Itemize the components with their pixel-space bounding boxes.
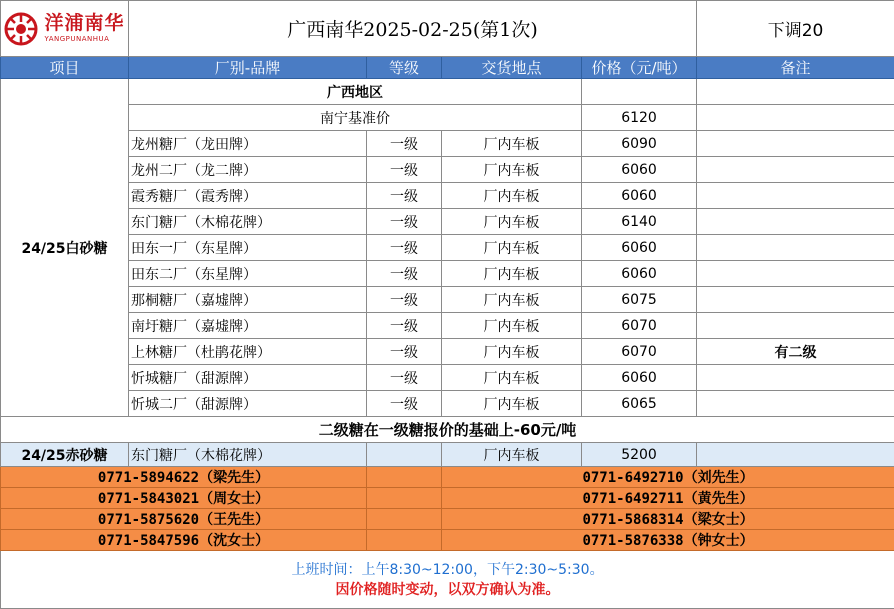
price-disclaimer: 因价格随时变动，以双方确认为准。	[1, 580, 894, 600]
brand-cell: 田东一厂（东星牌）	[129, 235, 367, 261]
delivery-cell: 厂内车板	[442, 339, 582, 365]
note-cell	[697, 391, 894, 417]
delivery-cell: 厂内车板	[442, 183, 582, 209]
price-cell: 6140	[582, 209, 697, 235]
grade-cell: 一级	[367, 183, 442, 209]
grade-cell	[367, 443, 442, 467]
table-row	[1, 209, 894, 235]
header-grade: 等级	[367, 57, 442, 79]
brand-cell: 霞秀糖厂（霞秀牌）	[129, 183, 367, 209]
office-hours: 上班时间：上午8:30~12:00，下午2:30~5:30。	[1, 560, 894, 580]
table-row	[1, 391, 894, 417]
price-cell: 6060	[582, 261, 697, 287]
note-cell: 有二级	[697, 339, 894, 365]
brand-cell: 那桐糖厂（嘉墟牌）	[129, 287, 367, 313]
logo-icon	[4, 12, 38, 46]
note-cell	[697, 183, 894, 209]
delivery-cell: 厂内车板	[442, 287, 582, 313]
price-cell: 6090	[582, 131, 697, 157]
benchmark-note-empty	[697, 105, 894, 131]
grade-cell: 一级	[367, 235, 442, 261]
contact-left: 0771-5894622（梁先生）	[1, 467, 367, 488]
header-item: 项目	[1, 57, 129, 79]
category-red-sugar: 24/25赤砂糖	[1, 443, 129, 467]
delivery-cell: 厂内车板	[442, 365, 582, 391]
brand-cell: 南圩糖厂（嘉墟牌）	[129, 313, 367, 339]
header-price: 价格（元/吨）	[582, 57, 697, 79]
price-cell: 6060	[582, 183, 697, 209]
logo-cell	[1, 1, 129, 57]
grade-cell: 一级	[367, 365, 442, 391]
page-title: 广西南华2025-02-25(第1次)	[129, 1, 697, 57]
contact-spacer	[367, 530, 442, 551]
table-row	[1, 131, 894, 157]
price-cell: 6075	[582, 287, 697, 313]
region-label: 广西地区	[129, 79, 582, 105]
price-cell: 6060	[582, 365, 697, 391]
price-cell: 6065	[582, 391, 697, 417]
grade-cell: 一级	[367, 339, 442, 365]
table-row	[1, 287, 894, 313]
grade-cell: 一级	[367, 157, 442, 183]
note-cell	[697, 287, 894, 313]
contact-right: 0771-5868314（梁女士）	[442, 509, 894, 530]
header-brand: 厂别-品牌	[129, 57, 367, 79]
footer	[1, 551, 894, 609]
brand-cell: 忻城糖厂（甜源牌）	[129, 365, 367, 391]
grade-cell: 一级	[367, 209, 442, 235]
note-cell	[697, 235, 894, 261]
price-adjustment: 下调20	[697, 1, 894, 57]
price-cell: 6070	[582, 339, 697, 365]
price-cell: 6070	[582, 313, 697, 339]
contact-spacer	[367, 509, 442, 530]
contact-row	[1, 530, 894, 551]
note-cell	[697, 131, 894, 157]
contact-right: 0771-6492711（黄先生）	[442, 488, 894, 509]
delivery-cell: 厂内车板	[442, 313, 582, 339]
contact-spacer	[367, 488, 442, 509]
table-row	[1, 339, 894, 365]
price-cell: 6060	[582, 235, 697, 261]
brand-cell: 东门糖厂（木棉花牌）	[129, 209, 367, 235]
grade-cell: 一级	[367, 287, 442, 313]
contact-row	[1, 467, 894, 488]
delivery-cell: 厂内车板	[442, 131, 582, 157]
delivery-cell: 厂内车板	[442, 157, 582, 183]
note-cell	[697, 157, 894, 183]
grade-cell: 一级	[367, 391, 442, 417]
contact-row	[1, 488, 894, 509]
header-delivery: 交货地点	[442, 57, 582, 79]
region-note-empty	[697, 79, 894, 105]
brand-cell: 龙州糖厂（龙田牌）	[129, 131, 367, 157]
table-row	[1, 183, 894, 209]
benchmark-label: 南宁基准价	[129, 105, 582, 131]
delivery-cell: 厂内车板	[442, 235, 582, 261]
contact-left: 0771-5875620（王先生）	[1, 509, 367, 530]
table-row	[1, 261, 894, 287]
grade-cell: 一级	[367, 131, 442, 157]
contact-spacer	[367, 467, 442, 488]
note-cell	[697, 443, 894, 467]
region-price-empty	[582, 79, 697, 105]
note-cell	[697, 261, 894, 287]
note-cell	[697, 209, 894, 235]
delivery-cell: 厂内车板	[442, 443, 582, 467]
brand-cell: 龙州二厂（龙二牌）	[129, 157, 367, 183]
logo	[1, 12, 128, 46]
note-cell	[697, 365, 894, 391]
table-row	[1, 313, 894, 339]
contact-left: 0771-5843021（周女士）	[1, 488, 367, 509]
delivery-cell: 厂内车板	[442, 261, 582, 287]
table-row	[1, 157, 894, 183]
header-row	[1, 57, 894, 79]
category-white-sugar: 24/25白砂糖	[1, 79, 129, 417]
price-cell: 6060	[582, 157, 697, 183]
table-row	[1, 365, 894, 391]
delivery-cell: 厂内车板	[442, 209, 582, 235]
brand-cell: 田东二厂（东星牌）	[129, 261, 367, 287]
brand-cell: 忻城二厂（甜源牌）	[129, 391, 367, 417]
contact-row	[1, 509, 894, 530]
contact-left: 0771-5847596（沈女士）	[1, 530, 367, 551]
price-cell: 5200	[582, 443, 697, 467]
grade-cell: 一级	[367, 261, 442, 287]
header-note: 备注	[697, 57, 894, 79]
table-row	[1, 443, 894, 467]
table-row	[1, 235, 894, 261]
benchmark-price: 6120	[582, 105, 697, 131]
brand-cell: 上林糖厂（杜鹃花牌）	[129, 339, 367, 365]
brand-cell: 东门糖厂（木棉花牌）	[129, 443, 367, 467]
contact-right: 0771-6492710（刘先生）	[442, 467, 894, 488]
note-cell	[697, 313, 894, 339]
logo-cn: 洋浦南华	[44, 14, 124, 33]
contact-right: 0771-5876338（钟女士）	[442, 530, 894, 551]
logo-en: YANGPUNANHUA	[44, 36, 109, 43]
grade-cell: 一级	[367, 313, 442, 339]
delivery-cell: 厂内车板	[442, 391, 582, 417]
grade-two-notice: 二级糖在一级糖报价的基础上-60元/吨	[1, 417, 894, 443]
